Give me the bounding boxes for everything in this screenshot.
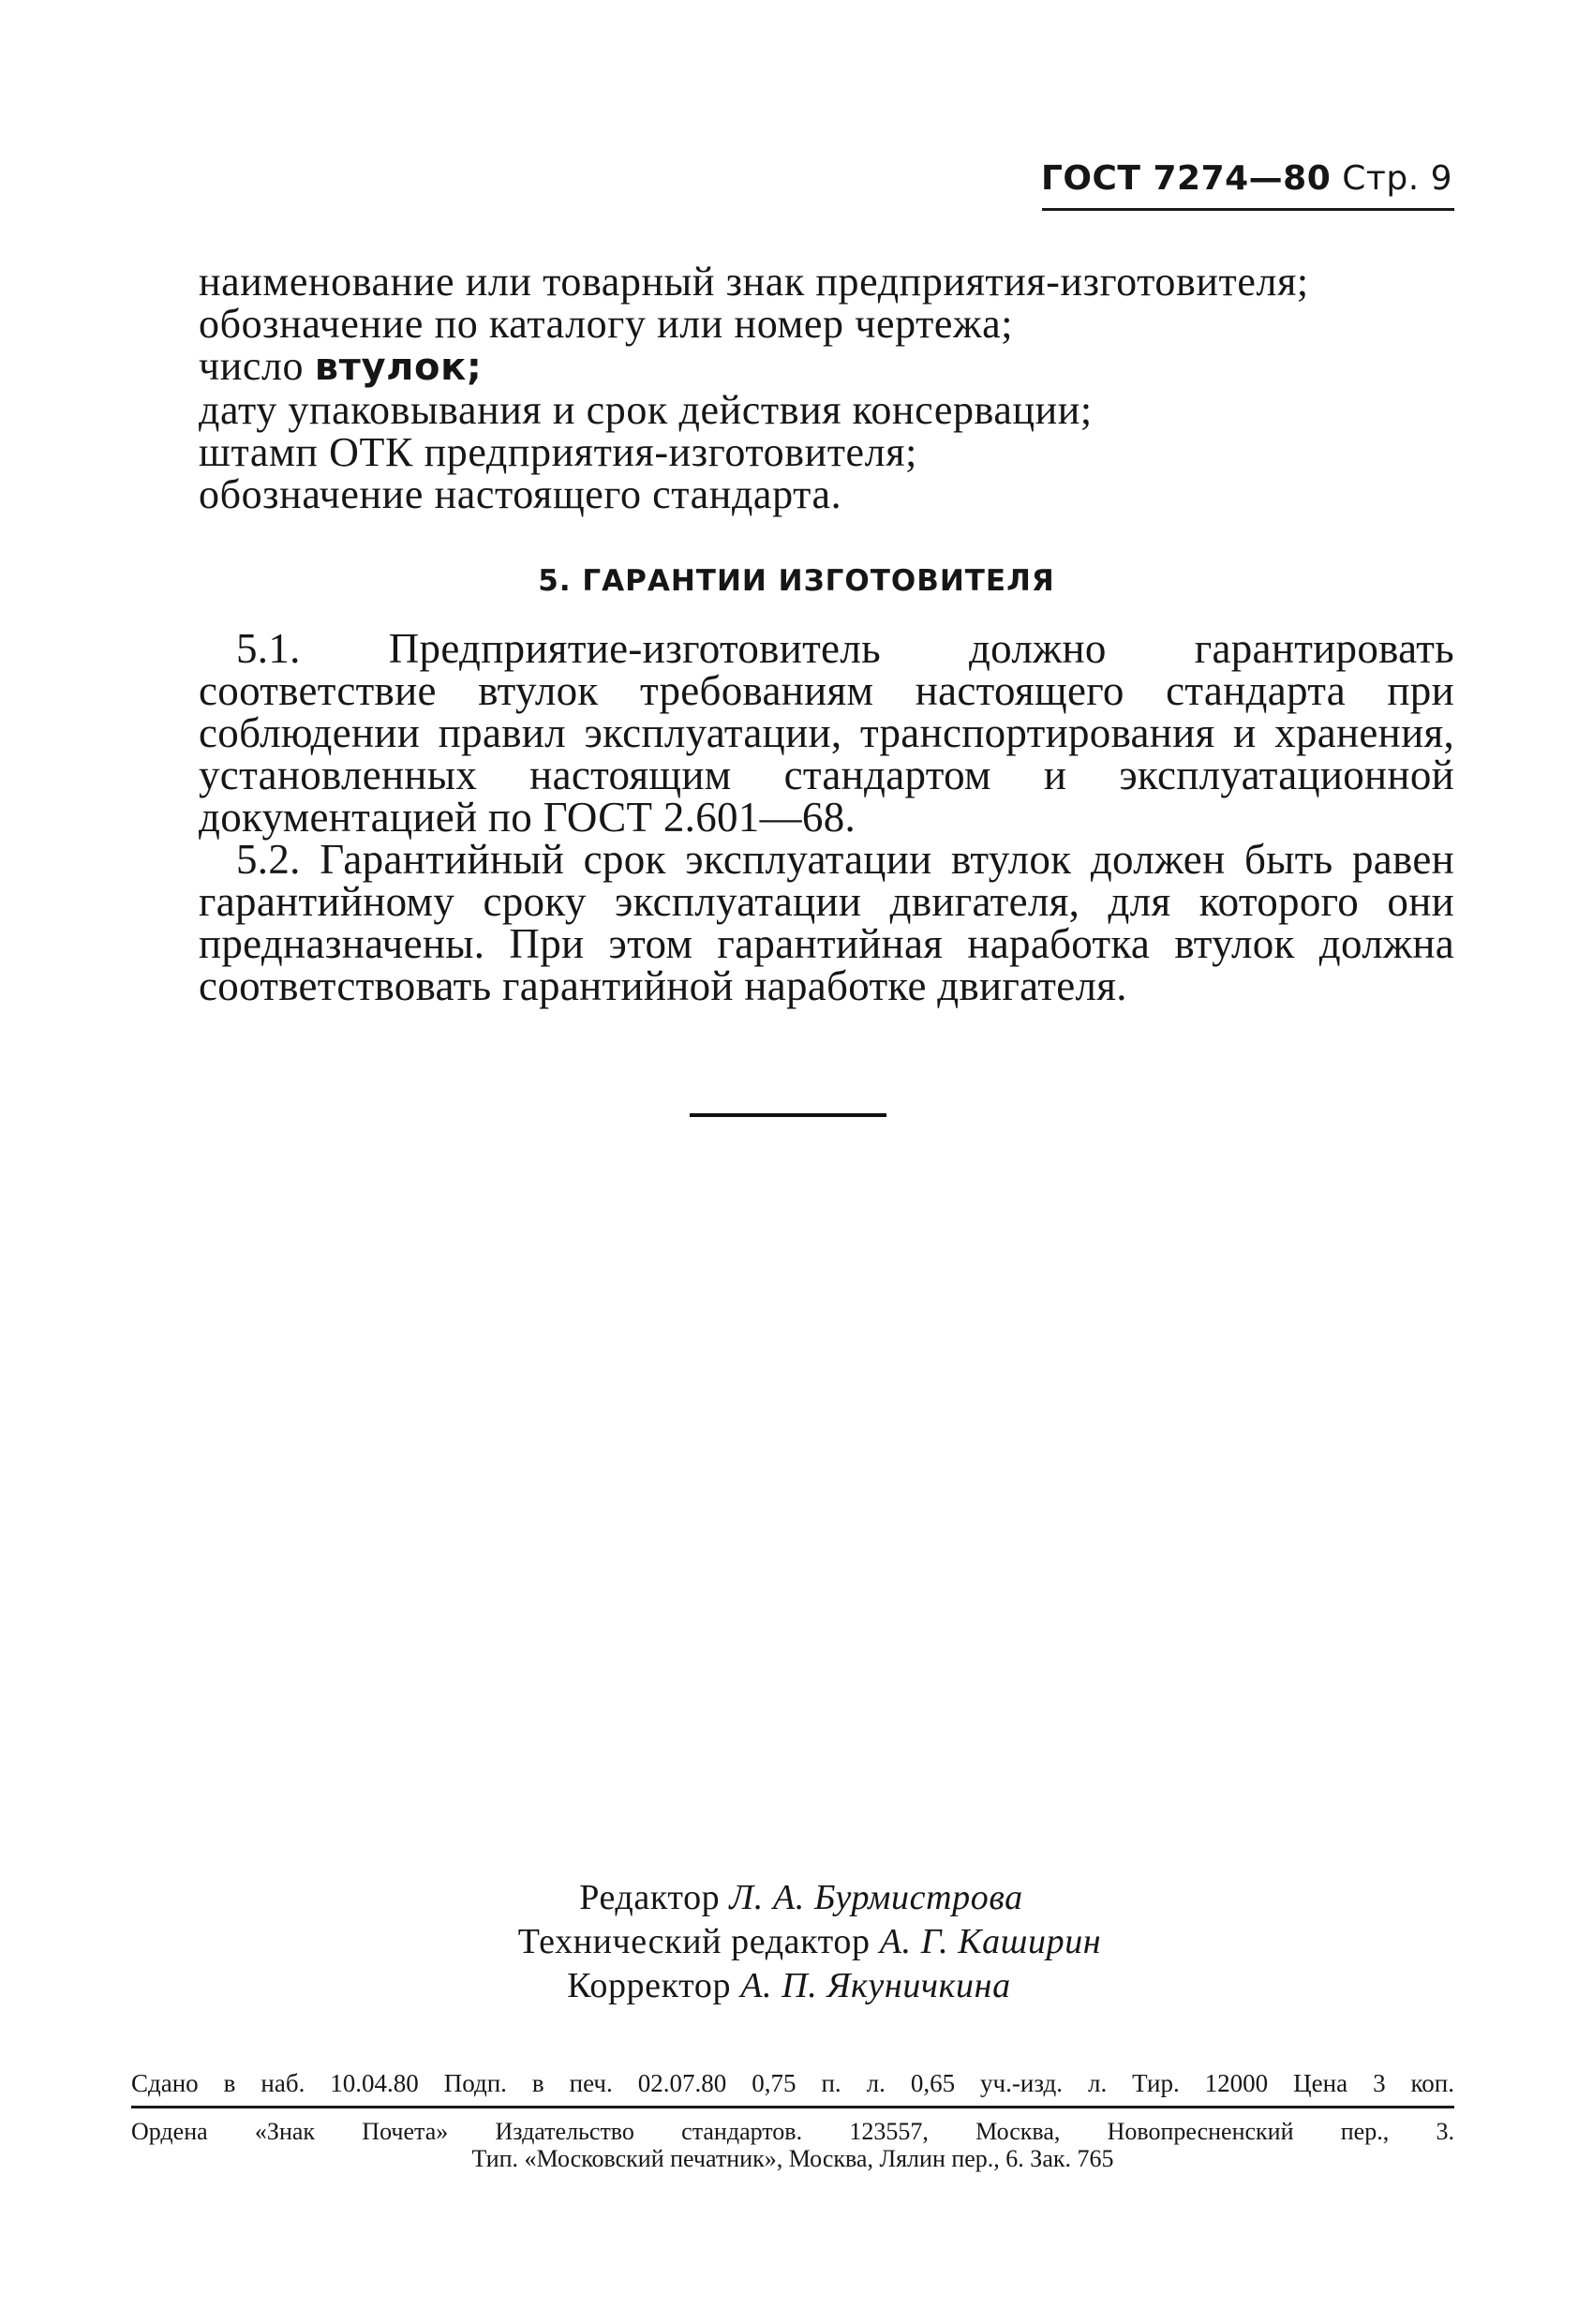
list-item: наименование или товарный знак предприятия-изготовителя; [199, 259, 1309, 305]
standard-number: ГОСТ 7274—80 [1040, 159, 1332, 198]
emphasized-word: втулок; [314, 346, 483, 389]
proofreader-credit [0, 1964, 1586, 2008]
running-header [1012, 157, 1452, 201]
editor-name: Л. А. Бурмистрова [729, 1878, 1023, 1917]
publication-data: Сдано в наб. 10.04.80 Подп. в печ. 02.07.80 0,75 п. л. 0,65 уч.-изд. л. Тир. 12000 Цена 3 коп. [131, 2069, 1454, 2097]
tech-editor-role: Технический редактор [517, 1922, 871, 1961]
imprint-credits [0, 1876, 1593, 2008]
tech-editor-credit [13, 1920, 1593, 1964]
header-rule [1042, 208, 1454, 211]
printer-info [131, 2118, 1454, 2172]
list-item: число втулок; [199, 343, 483, 389]
marking-list [199, 261, 1454, 515]
list-item: обозначение настоящего стандарта. [199, 471, 842, 517]
printer-line: Тип. «Московский печатник», Москва, Лялин пер., 6. Зак. 765 [471, 2145, 1114, 2172]
publisher-line: Ордена «Знак Почета» Издательство стандартов. 123557, Москва, Новопресненский пер., 3. [131, 2118, 1454, 2145]
clause-5-1: 5.1. Предприятие-изготовитель должно гарантировать соответствие втулок требованиям настоящего стандарта при соблюдении правил эксплуатации, транспортирования и хранения, установленных настоящим стандартом и эксплуатационной документацией по ГОСТ 2.601—68. [199, 625, 1454, 841]
clause-5-2: 5.2. Гарантийный срок эксплуатации втулок должен быть равен гарантийному сроку эксплуатации двигателя, для которого они предназначены. При этом гарантийная наработка втулок должна соответствовать гарантийной наработке двигателя. [199, 836, 1454, 1009]
list-item: дату упаковывания и срок действия консервации; [199, 387, 1093, 433]
section-heading: 5. ГАРАНТИИ ИЗГОТОВИТЕЛЯ [538, 564, 1055, 598]
editor-credit [5, 1876, 1593, 1920]
list-item: штамп ОТК предприятия-изготовителя; [199, 429, 917, 475]
proofreader-role: Корректор [567, 1966, 732, 2005]
list-item: обозначение по каталогу или номер чертежа; [199, 301, 1014, 347]
page-number: Стр. 9 [1342, 159, 1452, 198]
tech-editor-name: А. Г. Каширин [879, 1922, 1102, 1961]
editor-role: Редактор [579, 1878, 721, 1917]
end-of-text-rule [690, 1113, 886, 1117]
publication-rule [131, 2106, 1454, 2108]
proofreader-name: А. П. Якуничкина [740, 1966, 1011, 2005]
section-body [199, 625, 1454, 1009]
